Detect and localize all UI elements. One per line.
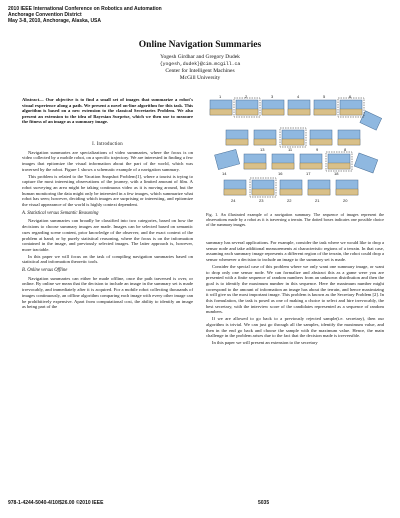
intro-paragraph-1: Navigation summaries are specializations of video summaries, where the focus is on video collected by a mobile robot, on a specific trajectory. We are interested in finding a few images that epitomize the visual information about the part of the world, which was traversed by the robot. Figure 1 shows a schematic example of a navigation summary.	[22, 149, 193, 172]
section-heading-intro: I. Introduction	[92, 142, 123, 147]
frame-number: 1	[219, 94, 222, 99]
frame-number: 3	[271, 94, 274, 99]
frame-number: 2	[245, 94, 248, 99]
isbn-copyright: 978-1-4244-5040-4/10/$26.00 ©2010 IEEE	[8, 500, 104, 506]
right-paragraph-3: If we are allowed to go back to a previously rejected sample(i.e. secretary), then our algorithm is trivial. We can just go through all the samples, identify the maximum value, and then in the end go back and choose the sample with the maximum value. Hence, the main challenge in the problem arises due to the fact that the decision made is irreversible.	[206, 316, 384, 339]
section-b-paragraph-1: Navigation summaries can either be made offline, once the path traversed is over, or online. By online we mean that the decision to include an image in the summary set is made irrevocably, and immediately after it is acquired. For a mobile robot collecting thousands of images continuously, an offline algorithm comparing each image with every other image can be prohibitively expensive. Apart from computational cost, the ability to identify an image as being part of the	[22, 275, 193, 310]
frame-number: 11	[288, 147, 293, 152]
navigation-summary-figure	[206, 92, 384, 210]
author-names: Yogesh Girdhar and Gregory Dudek	[160, 54, 240, 60]
right-paragraph-2: Consider the special case of this problem where we only want one summary image, or want to drop only one sensor node. We can formalize and abstract this as a game were you are presented with a finite sequence of random numbers from an unknown distribution and then the goal is to identify the maximum number in this sequence. Here the maximum number might correspond to the amount of information an image has about the terrain, and hence maximizing it will give us the most important image. This problem is known as the Secretary Problem [2]. In this formulation, the task is posed as one of making a choice to select and hire irrevocably, the best secretary, with the interview score of the candidates represented as a sequence of random numbers.	[206, 263, 384, 315]
conference-line-1: 2010 IEEE International Conference on Robotics and Automation	[8, 6, 162, 12]
paper-title: Online Navigation Summaries	[138, 40, 262, 50]
frame-number: 5	[323, 94, 326, 99]
frame-number: 21	[315, 198, 320, 203]
frame-number: 23	[259, 198, 264, 203]
frame-number: 22	[287, 198, 292, 203]
frame-number: 17	[306, 171, 311, 176]
frame-number: 18	[334, 171, 339, 176]
frame-number: 4	[297, 94, 300, 99]
frame-number: 20	[343, 198, 348, 203]
right-column	[206, 240, 384, 347]
author-affiliation: Center for Intelligent Machines	[165, 68, 235, 74]
frame-number: 16	[278, 171, 283, 176]
intro-paragraph-2: This problem is related to the Vacation Snapshot Problem[1], where a tourist is trying to capture the most interesting observations of the journey, with a limited amount of film. A robot surveying an area might be taking continuous video as it is moving around, but the human monitoring the data might only be interested in a few images, which summarize what robot has seen; however, deciding which images are surprising or interesting, and epitomize the visual appearance of the world is highly context dependent.	[22, 173, 193, 208]
author-block	[0, 54, 400, 82]
conference-line-3: May 3-8, 2010, Anchorage, Alaska, USA	[8, 18, 102, 24]
frame-number: 24	[231, 198, 236, 203]
abstract: Abstract— Our objective is to find a small set of images that summarize a robot's visual experience along a path. We present a novel on-line algorithm for this task. This algorithm is based on a new extension to the classical Secretaries Problem. We also present an extension to the idea of Bayesian Surprise, which we then use to measure the fitness of an image as a summary image.	[22, 97, 193, 124]
frame-number: 14	[222, 171, 227, 176]
subsection-heading-a: A. Statistical versus Semantic Reasoning	[22, 210, 99, 216]
subsection-heading-b: B. Online versus Offline	[22, 268, 68, 274]
page-number: 5035	[258, 500, 270, 506]
right-paragraph-4: In this paper we will present an extension to the secretary	[212, 339, 318, 345]
frame-number: 9	[316, 147, 319, 152]
frame-number: 8	[344, 147, 347, 152]
section-a-paragraph-1: Navigation summaries can broadly be classified into two categories, based on how the decisions to choose summary images are made. Images can be selected based on semantic cues regarding scene content, prior knowledge of the observer, and the exact context of the problem at hand; or by purely statistical reasoning, where the focus is on the information contained in the image, and previously selected images. The latter approach is, however, more tractable.	[22, 218, 193, 252]
conference-line-2: Anchorage Convention District	[8, 12, 82, 18]
author-email: {yogesh,dudek}@cim.mcgill.ca	[159, 62, 241, 67]
section-a-paragraph-2: In this paper we will focus on the task of compiling navigation summaries based on statistical and information theoretic tools.	[22, 253, 193, 265]
conference-header	[8, 6, 162, 24]
frame-number: 13	[260, 147, 265, 152]
figure-caption: Fig. 1. An illustrated example of a navigation summary. The sequence of images represent the observations made by a robot as it is traversing a terrain. The dotted boxes indicates one possible choice of the summary images.	[206, 212, 384, 227]
right-paragraph-1: summary has several applications. For example, consider the task where we would like to drop a sensor node and take additional measurements at characteristic regions of a terrain. In that case, assuming each summary image represents a different region of the terrain, the robot could drop a sensor whenever a decision to include an image to the summary set is made.	[206, 240, 384, 263]
frame-number: 6	[349, 94, 352, 99]
author-university: McGill University	[179, 75, 221, 81]
left-column	[22, 138, 193, 311]
